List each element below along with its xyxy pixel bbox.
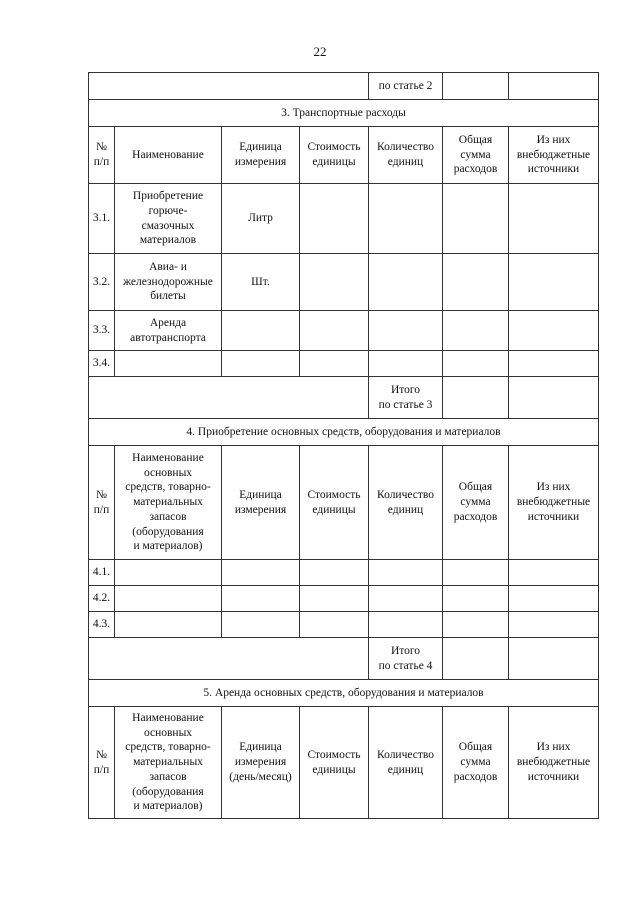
header-extra: Из них внебюджетные источники — [509, 707, 599, 819]
section-4-title: 4. Приобретение основных средств, оборудования и материалов — [89, 419, 599, 446]
itogo-4-extra — [509, 638, 599, 680]
row-name: Приобретение горюче- смазочных материалов — [115, 184, 222, 254]
row-unit — [222, 586, 300, 612]
section-4-title-row — [89, 419, 599, 446]
header-name: Наименование основных средств, товарно- материальных запасов (оборудования и материалов) — [115, 446, 222, 560]
header-qty: Количество единиц — [369, 127, 443, 184]
row-unit — [222, 351, 300, 377]
itogo-4-label: Итого по статье 4 — [369, 638, 443, 680]
header-qty: Количество единиц — [369, 446, 443, 560]
row-name — [115, 560, 222, 586]
header-extra: Из них внебюджетные источники — [509, 446, 599, 560]
section-4-header-row — [89, 446, 599, 560]
table-row — [89, 560, 599, 586]
row-number: 3.4. — [89, 351, 115, 377]
itogo-3-total — [443, 377, 509, 419]
section-3-header-row — [89, 127, 599, 184]
header-unit: Единица измерения — [222, 446, 300, 560]
header-name: Наименование основных средств, товарно- материальных запасов (оборудования и материалов) — [115, 707, 222, 819]
header-cost: Стоимость единицы — [300, 127, 369, 184]
table-row — [89, 254, 599, 311]
section-5-title-row — [89, 680, 599, 707]
section-5-title: 5. Аренда основных средств, оборудования и материалов — [89, 680, 599, 707]
row-unit — [222, 311, 300, 351]
itogo-row-article-2 — [89, 73, 599, 100]
row-cost — [300, 311, 369, 351]
header-num: № п/п — [89, 127, 115, 184]
row-number: 3.1. — [89, 184, 115, 254]
section-3-title-row — [89, 100, 599, 127]
row-extra — [509, 586, 599, 612]
row-qty — [369, 184, 443, 254]
row-number: 3.2. — [89, 254, 115, 311]
row-unit: Литр — [222, 184, 300, 254]
header-num: № п/п — [89, 446, 115, 560]
itogo-row-article-4 — [89, 638, 599, 680]
table-row — [89, 612, 599, 638]
row-total — [443, 254, 509, 311]
row-number: 4.2. — [89, 586, 115, 612]
row-name — [115, 612, 222, 638]
row-total — [443, 612, 509, 638]
row-number: 4.1. — [89, 560, 115, 586]
section-3-title: 3. Транспортные расходы — [89, 100, 599, 127]
itogo-row-article-3 — [89, 377, 599, 419]
row-total — [443, 586, 509, 612]
row-extra — [509, 351, 599, 377]
row-extra — [509, 560, 599, 586]
header-total: Общая сумма расходов — [443, 707, 509, 819]
table-row — [89, 586, 599, 612]
itogo-3-label: Итого по статье 3 — [369, 377, 443, 419]
header-cost: Стоимость единицы — [300, 707, 369, 819]
itogo-2-label: по статье 2 — [369, 73, 443, 100]
page-number: 22 — [313, 44, 327, 59]
section-5-header-row — [89, 707, 599, 819]
table-row — [89, 184, 599, 254]
row-unit — [222, 560, 300, 586]
row-unit: Шт. — [222, 254, 300, 311]
row-cost — [300, 254, 369, 311]
row-qty — [369, 586, 443, 612]
row-total — [443, 560, 509, 586]
row-qty — [369, 311, 443, 351]
itogo-3-extra — [509, 377, 599, 419]
row-cost — [300, 351, 369, 377]
header-num: № п/п — [89, 707, 115, 819]
header-total: Общая сумма расходов — [443, 446, 509, 560]
row-cost — [300, 560, 369, 586]
row-extra — [509, 311, 599, 351]
header-total: Общая сумма расходов — [443, 127, 509, 184]
itogo-4-total — [443, 638, 509, 680]
header-extra: Из них внебюджетные источники — [509, 127, 599, 184]
row-qty — [369, 254, 443, 311]
row-qty — [369, 560, 443, 586]
table-row — [89, 351, 599, 377]
itogo-3-spacer — [89, 377, 369, 419]
header-qty: Количество единиц — [369, 707, 443, 819]
header-unit: Единица измерения (день/месяц) — [222, 707, 300, 819]
row-name — [115, 586, 222, 612]
row-cost — [300, 586, 369, 612]
table-row — [89, 311, 599, 351]
itogo-2-spacer — [89, 73, 369, 100]
row-number: 3.3. — [89, 311, 115, 351]
header-unit: Единица измерения — [222, 127, 300, 184]
row-cost — [300, 184, 369, 254]
itogo-2-extra — [509, 73, 599, 100]
itogo-2-total — [443, 73, 509, 100]
row-total — [443, 311, 509, 351]
header-name: Наименование — [115, 127, 222, 184]
row-total — [443, 351, 509, 377]
row-name: Аренда автотранспорта — [115, 311, 222, 351]
row-cost — [300, 612, 369, 638]
row-total — [443, 184, 509, 254]
itogo-4-spacer — [89, 638, 369, 680]
budget-table — [88, 72, 599, 819]
row-extra — [509, 612, 599, 638]
row-name: Авиа- и железнодорожные билеты — [115, 254, 222, 311]
row-extra — [509, 254, 599, 311]
row-extra — [509, 184, 599, 254]
row-name — [115, 351, 222, 377]
row-number: 4.3. — [89, 612, 115, 638]
header-cost: Стоимость единицы — [300, 446, 369, 560]
row-qty — [369, 351, 443, 377]
row-qty — [369, 612, 443, 638]
row-unit — [222, 612, 300, 638]
